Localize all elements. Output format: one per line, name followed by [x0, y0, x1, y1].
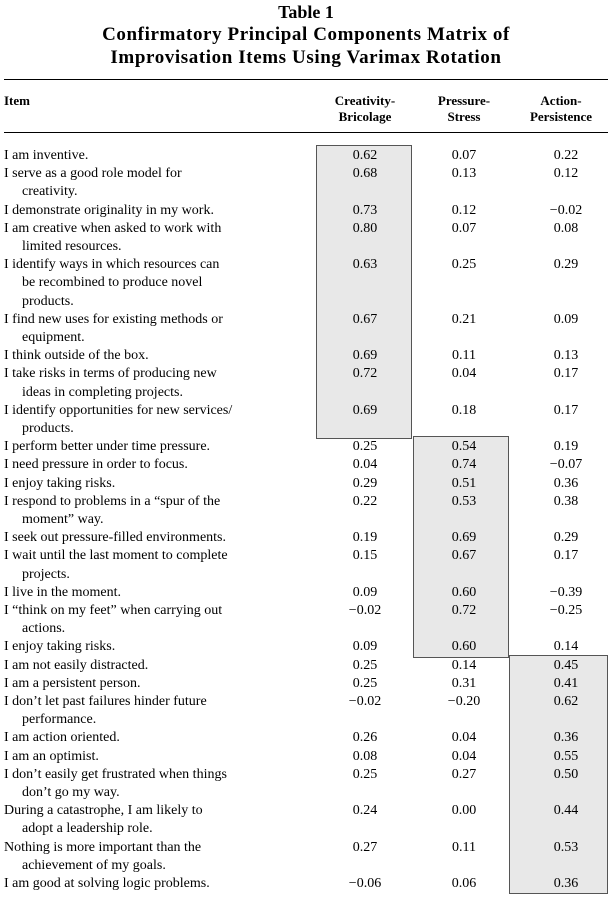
creativity-bricolage-value: 0.29 [352, 475, 378, 491]
item-line: Nothing is more important than the [4, 839, 202, 855]
pressure-stress-value: 0.69 [451, 530, 477, 546]
action-persistence-value: 0.14 [553, 639, 579, 655]
pressure-stress-value: 0.31 [451, 675, 477, 691]
action-persistence-value: 0.12 [553, 166, 579, 182]
pressure-stress-value: 0.12 [451, 202, 477, 218]
item-text [4, 693, 304, 729]
pressure-stress-value: 0.60 [451, 639, 477, 655]
pressure-stress-value: 0.54 [451, 439, 477, 455]
header-pressure-stress [417, 93, 511, 125]
action-persistence-value: 0.38 [553, 493, 579, 509]
item-line: I am inventive. [4, 148, 89, 163]
highlight-box-col1 [316, 145, 412, 439]
creativity-bricolage-value: −0.02 [348, 694, 382, 709]
item-line: moment” way. [22, 512, 104, 527]
item-line: projects. [22, 566, 70, 582]
item-text [4, 638, 304, 656]
item-line: be recombined to produce novel [22, 275, 203, 291]
item-line: performance. [22, 712, 97, 728]
action-persistence-value: 0.17 [553, 366, 579, 382]
pressure-stress-value: 0.51 [451, 475, 477, 491]
header-rule [4, 132, 608, 133]
item-text [4, 675, 304, 693]
creativity-bricolage-value: 0.68 [352, 166, 378, 182]
creativity-bricolage-value: 0.25 [352, 439, 378, 455]
action-persistence-value: 0.19 [553, 439, 579, 455]
pressure-stress-value: 0.60 [451, 584, 477, 600]
item-line: ideas in completing projects. [22, 384, 183, 400]
creativity-bricolage-value: 0.80 [352, 220, 378, 236]
item-line: I enjoy taking risks. [4, 475, 116, 491]
action-persistence-value: 0.17 [553, 548, 579, 564]
item-line: I demonstrate originality in my work. [4, 202, 214, 218]
item-line: I respond to problems in a “spur of the [4, 493, 221, 509]
pressure-stress-value: 0.27 [451, 766, 477, 782]
header-col1-line1: Creativity- [334, 93, 396, 108]
item-text [4, 602, 304, 638]
item-text [4, 202, 304, 220]
item-line: products. [22, 293, 74, 309]
item-line: actions. [22, 621, 66, 637]
item-text [4, 256, 304, 311]
item-line: adopt a leadership role. [22, 821, 153, 837]
item-line: I take risks in terms of producing new [4, 366, 217, 382]
item-line: don’t go my way. [22, 785, 120, 800]
pressure-stress-value: 0.04 [451, 730, 477, 746]
creativity-bricolage-value: 0.67 [352, 311, 378, 327]
item-text [4, 766, 304, 802]
pressure-stress-value: 0.74 [451, 457, 477, 473]
header-action-persistence [514, 93, 608, 125]
pressure-stress-value: 0.07 [451, 148, 477, 163]
item-line: I don’t let past failures hinder future [4, 694, 207, 709]
item-line: I am a persistent person. [4, 675, 141, 691]
action-persistence-value: −0.25 [549, 603, 583, 618]
item-line: I serve as a good role model for [4, 166, 182, 182]
item-line: I don’t easily get frustrated when things [4, 766, 227, 782]
creativity-bricolage-value: 0.15 [352, 548, 378, 564]
action-persistence-value: 0.45 [553, 657, 579, 673]
action-persistence-value: 0.36 [553, 876, 579, 891]
action-persistence-value: 0.13 [553, 348, 579, 364]
creativity-bricolage-value: 0.25 [352, 675, 378, 691]
pressure-stress-value: 0.06 [451, 876, 477, 891]
item-text [4, 475, 304, 493]
pressure-stress-value: 0.53 [451, 493, 477, 509]
creativity-bricolage-value: 0.24 [352, 803, 378, 819]
table-caption-line1: Confirmatory Principal Components Matrix of [102, 24, 510, 45]
item-line: limited resources. [22, 239, 122, 254]
item-text [4, 438, 304, 456]
item-line: I identify opportunities for new services/ [4, 402, 233, 418]
creativity-bricolage-value: 0.69 [352, 348, 378, 364]
header-col2-line1: Pressure- [437, 93, 491, 108]
action-persistence-value: −0.07 [549, 457, 583, 473]
pressure-stress-value: 0.14 [451, 657, 477, 673]
pressure-stress-value: 0.04 [451, 366, 477, 382]
item-text [4, 347, 304, 365]
pressure-stress-value: −0.20 [447, 694, 481, 709]
item-line: I am creative when asked to work with [4, 220, 222, 236]
item-line: I perform better under time pressure. [4, 439, 211, 455]
header-item: Item [4, 93, 30, 108]
item-text [4, 657, 304, 675]
creativity-bricolage-value: −0.06 [348, 876, 382, 891]
item-text [4, 220, 304, 256]
creativity-bricolage-value: 0.19 [352, 530, 378, 546]
item-line: I am good at solving logic problems. [4, 876, 210, 891]
item-line: I seek out pressure-filled environments. [4, 530, 226, 546]
creativity-bricolage-value: 0.69 [352, 402, 378, 418]
item-line: I identify ways in which resources can [4, 257, 220, 273]
action-persistence-value: 0.36 [553, 730, 579, 746]
pressure-stress-value: 0.00 [451, 803, 477, 819]
pressure-stress-value: 0.11 [452, 348, 476, 364]
item-line: I am not easily distracted. [4, 657, 149, 673]
item-text [4, 365, 304, 401]
item-text [4, 456, 304, 474]
header-creativity-bricolage [318, 93, 412, 125]
creativity-bricolage-value: 0.25 [352, 766, 378, 782]
item-text [4, 402, 304, 438]
action-persistence-value: 0.08 [553, 220, 579, 236]
pressure-stress-value: 0.25 [451, 257, 477, 273]
pressure-stress-value: 0.07 [451, 220, 477, 236]
item-line: I need pressure in order to focus. [4, 457, 188, 473]
table-caption-line2: Improvisation Items Using Varimax Rotation [110, 47, 502, 68]
item-text [4, 147, 304, 165]
item-line: During a catastrophe, I am likely to [4, 803, 203, 819]
item-line: I find new uses for existing methods or [4, 311, 223, 327]
action-persistence-value: 0.29 [553, 257, 579, 273]
pressure-stress-value: 0.04 [451, 748, 477, 764]
item-line: I think outside of the box. [4, 348, 149, 364]
creativity-bricolage-value: 0.04 [352, 457, 378, 473]
creativity-bricolage-value: −0.02 [348, 603, 382, 618]
item-text [4, 839, 304, 875]
action-persistence-value: 0.36 [553, 475, 579, 491]
item-line: equipment. [22, 330, 85, 345]
header-col3-line2: Persistence [529, 109, 593, 124]
header-col1-line2: Bricolage [338, 109, 392, 124]
item-line: I am an optimist. [4, 748, 99, 764]
item-line: I live in the moment. [4, 584, 122, 600]
creativity-bricolage-value: 0.09 [352, 584, 378, 600]
item-text [4, 584, 304, 602]
creativity-bricolage-value: 0.09 [352, 639, 378, 655]
action-persistence-value: 0.09 [553, 311, 579, 327]
action-persistence-value: 0.17 [553, 402, 579, 418]
action-persistence-value: 0.53 [553, 839, 579, 855]
action-persistence-value: −0.39 [549, 584, 583, 600]
pressure-stress-value: 0.67 [451, 548, 477, 564]
action-persistence-value: 0.44 [553, 803, 579, 819]
item-line: I am action oriented. [4, 730, 120, 746]
action-persistence-value: 0.29 [553, 530, 579, 546]
creativity-bricolage-value: 0.25 [352, 657, 378, 673]
creativity-bricolage-value: 0.26 [352, 730, 378, 746]
item-line: I enjoy taking risks. [4, 639, 116, 655]
item-text [4, 165, 304, 201]
item-text [4, 729, 304, 747]
action-persistence-value: −0.02 [549, 202, 583, 218]
action-persistence-value: 0.41 [553, 675, 579, 691]
item-line: I wait until the last moment to complete [4, 548, 228, 564]
item-text [4, 802, 304, 838]
top-rule [4, 79, 608, 80]
item-line: products. [22, 421, 74, 436]
action-persistence-value: 0.62 [553, 694, 579, 709]
header-col3-line1: Action- [540, 93, 582, 108]
item-line: achievement of my goals. [22, 857, 166, 873]
item-text [4, 311, 304, 347]
action-persistence-value: 0.22 [553, 148, 579, 163]
pressure-stress-value: 0.18 [451, 402, 477, 418]
item-text [4, 875, 304, 893]
table-number: Table 1 [278, 2, 334, 22]
item-text [4, 529, 304, 547]
item-text [4, 547, 304, 583]
action-persistence-value: 0.55 [553, 748, 579, 764]
creativity-bricolage-value: 0.22 [352, 493, 378, 509]
creativity-bricolage-value: 0.08 [352, 748, 378, 764]
creativity-bricolage-value: 0.62 [352, 148, 378, 163]
item-line: I “think on my feet” when carrying out [4, 603, 223, 618]
pressure-stress-value: 0.72 [451, 603, 477, 618]
pressure-stress-value: 0.13 [451, 166, 477, 182]
creativity-bricolage-value: 0.73 [352, 202, 378, 218]
header-col2-line2: Stress [447, 109, 481, 124]
pressure-stress-value: 0.11 [452, 839, 476, 855]
creativity-bricolage-value: 0.72 [352, 366, 378, 382]
action-persistence-value: 0.50 [553, 766, 579, 782]
item-line: creativity. [22, 184, 78, 200]
pressure-stress-value: 0.21 [451, 311, 477, 327]
creativity-bricolage-value: 0.27 [352, 839, 378, 855]
item-text [4, 748, 304, 766]
item-text [4, 493, 304, 529]
creativity-bricolage-value: 0.63 [352, 257, 378, 273]
